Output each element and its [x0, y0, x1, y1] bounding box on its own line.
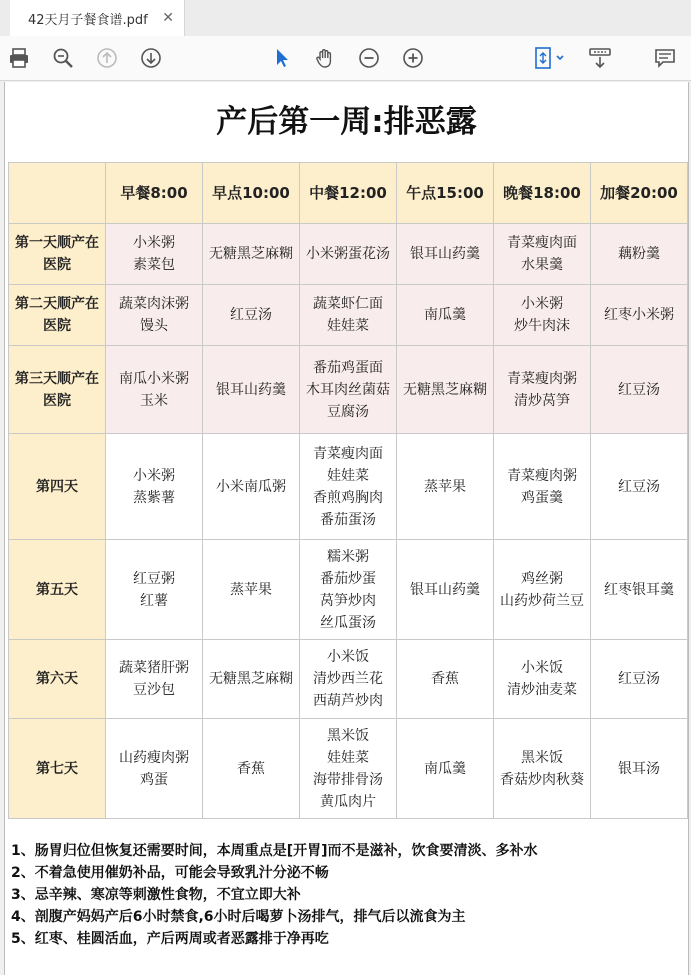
meal-cell: 小米饭 清炒油麦菜 — [494, 640, 591, 719]
meal-cell: 黑米饭 娃娃菜 海带排骨汤 黄瓜肉片 — [300, 719, 397, 819]
meal-cell: 青菜瘦肉面 水果羹 — [494, 224, 591, 285]
day-label-cell: 第二天顺产在医院 — [9, 285, 106, 346]
meal-cell: 红豆汤 — [591, 640, 688, 719]
day-label-cell: 第七天 — [9, 719, 106, 819]
zoom-in-icon[interactable] — [400, 44, 426, 72]
meal-cell: 红枣小米粥 — [591, 285, 688, 346]
note-line: 3、忌辛辣、寒凉等刺激性食物，不宜立即大补 — [11, 887, 301, 903]
meal-cell: 青菜瘦肉面 娃娃菜 香煎鸡胸肉 番茄蛋汤 — [300, 434, 397, 540]
meal-cell: 小米南瓜粥 — [203, 434, 300, 540]
zoom-search-icon[interactable] — [50, 44, 76, 72]
day-label-cell: 第一天顺产在医院 — [9, 224, 106, 285]
meal-cell: 蒸苹果 — [397, 434, 494, 540]
meal-cell: 山药瘦肉粥 鸡蛋 — [106, 719, 203, 819]
comment-icon[interactable] — [652, 44, 678, 72]
meal-cell: 红枣银耳羹 — [591, 540, 688, 640]
table-header-cell: 加餐20:00 — [591, 163, 688, 224]
arrow-up-icon[interactable] — [94, 44, 120, 72]
table-header-cell: 中餐12:00 — [300, 163, 397, 224]
table-row — [9, 224, 688, 285]
meal-cell: 糯米粥 番茄炒蛋 莴笋炒肉 丝瓜蛋汤 — [300, 540, 397, 640]
meal-cell: 黑米饭 香菇炒肉秋葵 — [494, 719, 591, 819]
tab-title: 42天月子餐食谱.pdf — [28, 12, 148, 28]
table-header-cell: 晚餐18:00 — [494, 163, 591, 224]
table-header-cell: 午点15:00 — [397, 163, 494, 224]
hand-icon[interactable] — [312, 44, 338, 72]
meal-cell: 青菜瘦肉粥 清炒莴笋 — [494, 346, 591, 434]
meal-cell: 蒸苹果 — [203, 540, 300, 640]
meal-cell: 小米饭 清炒西兰花 西葫芦炒肉 — [300, 640, 397, 719]
table-row — [9, 434, 688, 540]
table-row — [9, 285, 688, 346]
meal-table — [8, 162, 688, 819]
zoom-out-icon[interactable] — [356, 44, 382, 72]
tab-bar — [0, 0, 691, 37]
meal-cell: 香蕉 — [397, 640, 494, 719]
pointer-icon[interactable] — [268, 44, 294, 72]
meal-cell: 红豆汤 — [591, 434, 688, 540]
note-line: 2、不着急使用催奶补品，可能会导致乳汁分泌不畅 — [11, 865, 329, 881]
meal-cell: 藕粉羹 — [591, 224, 688, 285]
meal-cell: 蔬菜猪肝粥 豆沙包 — [106, 640, 203, 719]
table-row — [9, 640, 688, 719]
day-label-cell: 第五天 — [9, 540, 106, 640]
table-header-cell — [9, 163, 106, 224]
pdf-page — [4, 82, 689, 975]
table-header-cell: 早餐8:00 — [106, 163, 203, 224]
meal-cell: 无糖黑芝麻糊 — [203, 224, 300, 285]
toolbar — [0, 36, 691, 81]
download-icon[interactable] — [586, 44, 614, 72]
meal-cell: 鸡丝粥 山药炒荷兰豆 — [494, 540, 591, 640]
meal-cell: 南瓜小米粥 玉米 — [106, 346, 203, 434]
table-header-cell: 早点10:00 — [203, 163, 300, 224]
day-label-cell: 第六天 — [9, 640, 106, 719]
table-row — [9, 540, 688, 640]
meal-cell: 蔬菜虾仁面 娃娃菜 — [300, 285, 397, 346]
page-title: 产后第一周:排恶露 — [216, 104, 477, 140]
meal-cell: 小米粥 炒牛肉沫 — [494, 285, 591, 346]
print-icon[interactable] — [6, 44, 32, 72]
table-header-row — [9, 163, 688, 224]
table-row — [9, 719, 688, 819]
note-line: 5、红枣、桂圆活血，产后两周或者恶露排于净再吃 — [11, 931, 329, 947]
fit-page-icon[interactable] — [532, 44, 568, 72]
meal-cell: 无糖黑芝麻糊 — [203, 640, 300, 719]
meal-cell: 银耳山药羹 — [397, 540, 494, 640]
meal-cell: 小米粥 蒸紫薯 — [106, 434, 203, 540]
meal-cell: 南瓜羹 — [397, 719, 494, 819]
document-tab[interactable] — [10, 0, 185, 36]
arrow-down-icon[interactable] — [138, 44, 164, 72]
meal-cell: 银耳汤 — [591, 719, 688, 819]
note-line: 1、肠胃归位但恢复还需要时间，本周重点是[开胃]而不是滋补，饮食要清淡、多补水 — [11, 843, 538, 859]
close-icon[interactable]: ✕ — [162, 10, 174, 26]
meal-cell: 小米粥 素菜包 — [106, 224, 203, 285]
table-row — [9, 346, 688, 434]
meal-cell: 银耳山药羹 — [203, 346, 300, 434]
note-line: 4、剖腹产妈妈产后6小时禁食,6小时后喝萝卜汤排气，排气后以流食为主 — [11, 909, 466, 925]
meal-cell: 小米粥蛋花汤 — [300, 224, 397, 285]
notes-section — [11, 840, 681, 950]
meal-cell: 红豆粥 红薯 — [106, 540, 203, 640]
day-label-cell: 第三天顺产在医院 — [9, 346, 106, 434]
meal-cell: 红豆汤 — [591, 346, 688, 434]
meal-cell: 红豆汤 — [203, 285, 300, 346]
meal-cell: 无糖黑芝麻糊 — [397, 346, 494, 434]
meal-cell: 番茄鸡蛋面 木耳肉丝菌菇豆腐汤 — [300, 346, 397, 434]
meal-cell: 银耳山药羹 — [397, 224, 494, 285]
meal-cell: 香蕉 — [203, 719, 300, 819]
meal-cell: 青菜瘦肉粥 鸡蛋羹 — [494, 434, 591, 540]
meal-cell: 南瓜羹 — [397, 285, 494, 346]
day-label-cell: 第四天 — [9, 434, 106, 540]
meal-cell: 蔬菜肉沫粥 馒头 — [106, 285, 203, 346]
